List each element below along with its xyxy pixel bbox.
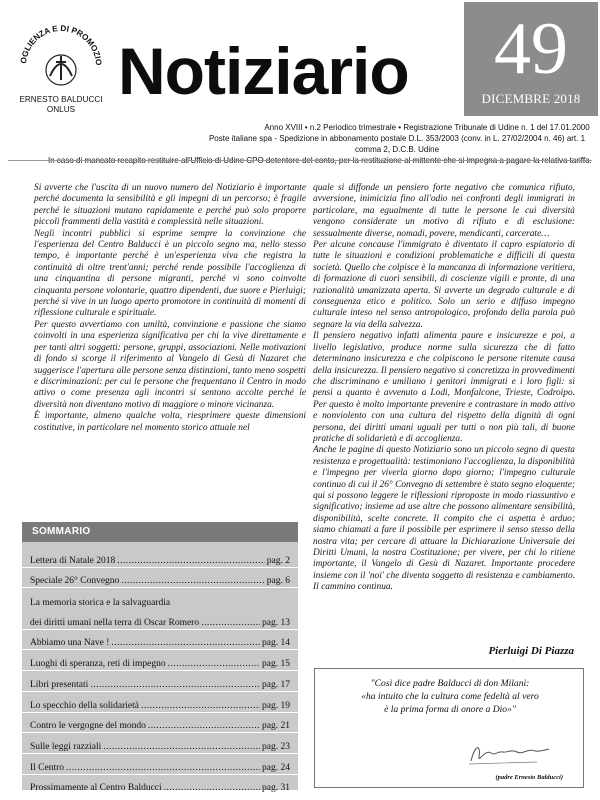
quote-line: è la prima forma di onore a Dio»" xyxy=(384,704,516,715)
toc-leader-dots xyxy=(201,617,260,629)
article-paragraph: Negli incontri pubblici si esprime sempre la convinzione che l'esperienza del Centro Balducci è un piccolo segno ma, nello stesso tempo, è importante perché è un'esperienza viva che registra la continuità di oltre trent'anni; perché rende possibile l'accoglienza di una cinquantina di persone migranti, perché vi sono coinvolte cinquanta persone volontarie, quattro dipendenti, due suore e Pierluigi; perché si vive in un luogo aperto promotore in continuità di momenti di riflessione culturale e spirituale. xyxy=(34,228,306,319)
table-of-contents xyxy=(22,522,298,794)
toc-item xyxy=(22,733,298,754)
issue-badge xyxy=(464,2,598,116)
quote-author: (padre Ernesto Balducci) xyxy=(495,774,563,781)
toc-item xyxy=(22,775,298,796)
center-logo xyxy=(12,14,110,118)
article-paragraph: Anche le pagine di questo Notiziario sono un piccolo segno di questa resistenza e progettualità: testimoniano l'accoglienza, la disponibilità e l'impegno per viverla giorno dopo giorno; l'impegno culturale continuo di cui il 26° Convegno di settembre è stato segno eloquente; qui si possono leggere le riflessioni riproposte in modo riassuntivo e significativo; insieme ad use altre che possono alimentare sensibilità, disponibilità, scelte concrete. Il compito che ci aspetta è arduo; siamo chiamati a fare il possibile per esprimere il senso stesso della nostra vita; per cercare di attuare la Dichiarazione Universale dei Diritti Umani, la nostra Costituzione; per vivere, per chi lo ritiene importante, il Vangelo di Gesù di Nazaret. Importante procedere insieme con il 'noi' che diventa soggetto di resistenza e cambiamento. Il cammino continua. xyxy=(313,445,575,593)
article-paragraph: Per questo avvertiamo con umiltà, convinzione e passione che siamo coinvolti in una esperienza significativa per chi la vive direttamente e per tanti altri soggetti: persone, gruppi, associazioni. Nelle motivazioni di fondo si scorge il riferimento al Vangelo di Gesù di Nazaret che suggerisce l'apertura alle persone senza distinzioni, tanto meno sospetti e discriminazioni: per cui le persone che frequentano il Centro in modo attivo o come presenza agli incontri si sentono accolte perché le diversità non diventano motivo di maggiore o minore vicinanza. xyxy=(34,319,306,410)
toc-item xyxy=(22,650,298,671)
toc-item-page: pag. 2 xyxy=(266,555,290,566)
newsletter-title: Notiziario xyxy=(118,34,409,108)
toc-item-label: Prossimamente al Centro Balducci xyxy=(30,783,162,794)
toc-item-page: pag. 14 xyxy=(262,638,290,649)
quote-text xyxy=(331,677,569,716)
toc-leader-dots xyxy=(117,555,265,567)
toc-item-page: pag. 6 xyxy=(266,576,290,587)
article-paragraph: Per alcune concause l'immigrato è diventato il capro espiatorio di tutte le situazioni e condizioni problematiche e difficili di questa società. Quello che colpisce è la mancanza di informazione veritiera, di formazione di cuori sensibili, di coscienze vigili e pronte, di una razionalità umanizzata aperta. Si avverte un degrado culturale e di conseguenza etico e politico. Solo un serio e diffuso impegno culturale inteso nel senso antropologico, profondo della parola può segnare la via della salvezza. xyxy=(313,240,575,330)
toc-item-label: dei diritti umani nella terra di Oscar Romero xyxy=(30,617,200,628)
toc-item-page: pag. 24 xyxy=(262,762,290,773)
svg-text:ERNESTO BALDUCCI: ERNESTO BALDUCCI xyxy=(19,95,103,104)
return-notice-line: In caso di mancato recapito restituire all'Ufficio di Udine CPO detentore del conto, per la restituzione al mittente che si impegna a pagare la relativa tariffa. xyxy=(48,156,592,165)
toc-leader-dots xyxy=(141,700,260,712)
toc-item xyxy=(22,754,298,775)
toc-item xyxy=(22,671,298,692)
toc-item-label: Contro le vergogne del mondo xyxy=(30,721,146,732)
registration-line: Anno XVIII • n.2 Periodico trimestrale • Registrazione Tribunale di Udine n. 1 del 17.01.2000 xyxy=(264,123,590,132)
toc-item xyxy=(22,568,298,589)
svg-text:ONLUS: ONLUS xyxy=(46,105,76,114)
toc-item-label: Lo specchio della solidarietà xyxy=(30,700,139,711)
handwritten-signature-icon xyxy=(467,739,553,767)
toc-item-label: La memoria storica e la salvaguardia xyxy=(30,598,171,609)
toc-leader-dots xyxy=(148,720,260,732)
article-paragraph: Si avverte che l'uscita di un nuovo numero del Notiziario è importante perché documenta la sensibilità e gli impegni di un percorso; è fragile perché le situazioni mutano rapidamente e perché può solo proporre piccoli frammenti della vastità e complessità nelle situazioni. xyxy=(34,183,306,228)
toc-item-label: Abbiamo una Nave ! xyxy=(30,638,110,649)
toc-item xyxy=(22,588,298,609)
toc-leader-dots xyxy=(66,762,260,774)
toc-item-label: Libri presentati xyxy=(30,679,89,690)
article-paragraph: Il pensiero negativo infatti alimenta paure e insicurezze e poi, a livello legislativo, produce norme sulla sicurezza che di fatto determinano insicurezza e che colpiscono le persone ritenute causa della insicurezza. Il pensiero negativo si concretizza in provvedimenti che discriminano e umiliano i genitori immigrati e i loro figli: si pensi a quanto è avvenuto a Lodi, Monfalcone, Trieste, Codroipo. Per questo è molto importante prevenire e contrastare in modo attivo e nonviolento con una cultura del rispetto della dignità di ogni persona, dei diritti umani uguali per tutti o non più tali, di buone pratiche di solidarietà e di accoglienza. xyxy=(313,331,575,444)
quote-box xyxy=(314,668,584,788)
toc-item-page: pag. 21 xyxy=(262,721,290,732)
toc-item-label: Sulle leggi razziali xyxy=(30,741,102,752)
toc-item xyxy=(22,713,298,734)
quote-line: «ha intuito che la cultura come fedeltà al vero xyxy=(361,691,539,702)
toc-leader-dots xyxy=(111,637,260,649)
toc-heading: SOMMARIO xyxy=(22,522,298,542)
article-paragraph: quale si diffonde un pensiero forte negativo che comunica rifiuto, avversione, inimicizia fino all'odio nei confronti degli immigrati in particolare, ma egualmente di tutte le persone le cui diversità vengono considerate un motivo di rifiuto e di esclusione: sessualmente diverse, nomadi, povere, mendicanti, carcerate… xyxy=(313,183,575,239)
toc-item-label: Lettera di Natale 2018 xyxy=(30,555,116,566)
toc-item-page: pag. 13 xyxy=(262,617,290,628)
article-signature: Pierluigi Di Piazza xyxy=(488,645,574,657)
toc-leader-dots xyxy=(121,575,265,587)
postage-line: Poste italiane spa - Spedizione in abbonamento postale D.L. 353/2003 (conv. in L. 27/02/2004 n. 46) art. 1 comma 2, D.C.B. Udine xyxy=(208,134,586,154)
quote-line: "Così dice padre Balducci di don Milani: xyxy=(370,678,530,689)
toc-item-page: pag. 15 xyxy=(262,659,290,670)
toc-list xyxy=(22,547,298,795)
article-column-left xyxy=(34,183,306,434)
toc-leader-dots xyxy=(90,679,260,691)
toc-item-label: Luoghi di speranza, reti di impegno xyxy=(30,659,166,670)
toc-item-page: pag. 19 xyxy=(262,700,290,711)
header-divider xyxy=(8,160,592,161)
toc-leader-dots xyxy=(103,741,260,753)
toc-item xyxy=(22,692,298,713)
toc-leader-dots xyxy=(164,782,260,794)
article-paragraph: È importante, almeno qualche volta, riesprimere queste dimensioni costitutive, in particolare nel momento storico attuale nel xyxy=(34,411,306,433)
logo-arc-text: OGLIENZA E DI PROMOZIO xyxy=(18,23,104,66)
issue-date: DICEMBRE 2018 xyxy=(481,91,581,106)
issue-number: 49 xyxy=(494,8,568,90)
logo-emblem-icon xyxy=(12,14,110,118)
toc-leader-dots xyxy=(168,658,260,670)
toc-item xyxy=(22,547,298,568)
toc-item-page: pag. 17 xyxy=(262,679,290,690)
toc-item-label: Speciale 26° Convegno xyxy=(30,576,120,587)
toc-item-label: Il Centro xyxy=(30,762,65,773)
toc-item xyxy=(22,609,298,630)
toc-item-page: pag. 23 xyxy=(262,741,290,752)
toc-item-page: pag. 31 xyxy=(262,783,290,794)
toc-item xyxy=(22,630,298,651)
article-column-right xyxy=(313,183,575,594)
